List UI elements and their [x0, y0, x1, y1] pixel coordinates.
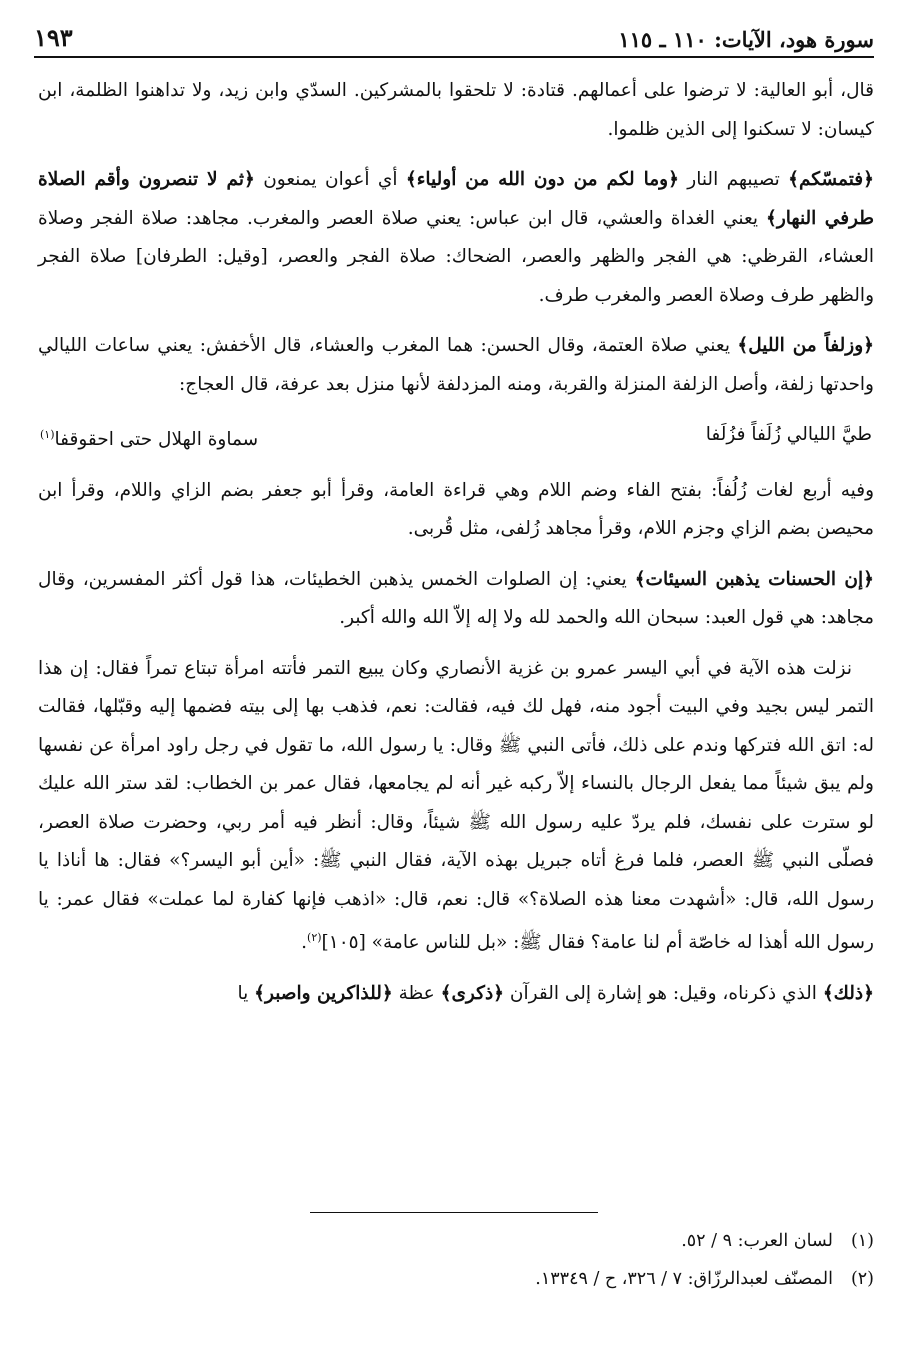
footnote-marker: (١)	[40, 428, 55, 441]
footnote: (٢) المصنّف لعبدالرزّاق: ٧ / ٣٢٦، ح / ١٣٣٤٩.	[535, 1269, 874, 1289]
poem-verse	[38, 416, 874, 460]
quran-quote: ﴿للذاكرين واصبر﴾	[254, 982, 393, 1004]
quran-quote: ﴿إن الحسنات يذهبن السيئات﴾	[634, 568, 874, 590]
paragraph: ﴿إن الحسنات يذهبن السيئات﴾ يعني: إن الصلوات الخمس يذهبن الخطيئات، هذا قول أكثر المفسرين، وقال مجاهد: هي قول العبد: سبحان الله والحمد لله ولا إله إلاّ الله والله أكبر.	[38, 568, 874, 629]
paragraph: وفيه أربع لغات زُلُفاً: بفتح الفاء وضم اللام وهي قراءة العامة، وقرأ أبو جعفر بضم الزاي واللام، وقرأ ابن محيصن بضم الزاي وجزم اللام، وقرأ مجاهد زُلفى، مثل قُربى.	[38, 479, 874, 540]
paragraph: نزلت هذه الآية في أبي اليسر عمرو بن غزية الأنصاري وكان يبيع التمر فأتته امرأة تبتاع تمراً فقال: إن هذا التمر ليس بجيد وفي البيت أجود منه، فهل لك فيه، فقالت: نعم، فذهب بها إلى بيته فضمها إليه وقبّلها، فقالت له: اتق الله فتركها وندم على ذلك، فأتى النبي ﷺ وقال: يا رسول الله، ما تقول في رجل راود امرأة عن نفسها ولم يبق شيئاً مما يفعل الرجال بالنساء إلاّ ركبه غير أنه لم يجامعها، فقال عمر بن الخطاب: لقد ستر الله عليك لو سترت على نفسك، فلم يردّ عليه رسول الله ﷺ شيئاً، وقال: أنظر فيه أمر ربي، وحضرت صلاة العصر، فصلّى النبي ﷺ العصر، فلما فرغ أتاه جبريل بهذه الآية، فقال النبي ﷺ: «أين أبو اليسر؟» فقال: ها أناذا يا رسول الله، قال: «أشهدت معنا هذه الصلاة؟» قال: نعم، قال: «اذهب فإنها كفارة لما عملت» فقال عمر: يا رسول الله أهذا له خاصّة أم لنا عامة؟ فقال ﷺ: «بل للناس عامة» [١٠٥]$^{(٢)}$.	[38, 657, 874, 954]
footnote-marker: (٢)	[307, 931, 322, 945]
quran-quote: ﴿ثم لا تنصرون وأقم الصلاة طرفي النهار﴾	[38, 169, 874, 229]
paragraph: قال، أبو العالية: لا ترضوا على أعمالهم. قتادة: لا تلحقوا بالمشركين. السدّي وابن زيد، ولا تداهنوا الظلمة، ابن كيسان: لا تسكنوا إلى الذين ظلموا.	[38, 80, 874, 140]
poem-right-hemistich: طيَّ الليالي زُلَفاً فزُلَفا	[705, 424, 872, 445]
header-rule	[34, 56, 874, 58]
page-body	[38, 72, 874, 1025]
quran-quote: ﴿ذلك﴾	[822, 982, 874, 1004]
quran-quote: ﴿وزلفاً من الليل﴾	[737, 335, 874, 356]
footnote: (١) لسان العرب: ٩ / ٥٢.	[681, 1231, 874, 1251]
quran-quote: ﴿وما لكم من دون الله من أولياء﴾	[405, 169, 679, 190]
paragraph: ﴿ذلك﴾ الذي ذكرناه، وقيل: هو إشارة إلى القرآن ﴿ذكرى﴾ عظة ﴿للذاكرين واصبر﴾ يا	[237, 982, 874, 1004]
paragraph: ﴿وزلفاً من الليل﴾ يعني صلاة العتمة، وقال الحسن: هما المغرب والعشاء، قال الأخفش: يعني ساعات الليالي واحدتها زلفة، وأصل الزلفة المنزلة والقربة، ومنه المزدلفة لأنها منزل بعد عرفة، قال العجاج:	[38, 335, 874, 395]
page-number: ١٩٣	[34, 23, 73, 52]
quran-quote: ﴿ذكرى﴾	[440, 982, 505, 1004]
footnote-rule	[310, 1212, 598, 1213]
page-header	[34, 20, 874, 52]
running-title: سورة هود، الآيات: ١١٠ ـ ١١٥	[618, 27, 874, 52]
footnotes	[38, 1222, 874, 1298]
paragraph: ﴿فتمسّكم﴾ تصيبهم النار ﴿وما لكم من دون الله من أولياء﴾ أي أعوان يمنعون ﴿ثم لا تنصرون وأقم الصلاة طرفي النهار﴾ يعني الغداة والعشي، قال ابن عباس: يعني صلاة العصر والمغرب. مجاهد: صلاة الفجر وصلاة العشاء، القرظي: هي الفجر والظهر والعصر، الضحاك: صلاة الفجر والعصر، [وقيل: الطرفان] صلاة الفجر والظهر طرف وصلاة العصر والمغرب طرف.	[38, 169, 874, 306]
quran-quote: ﴿فتمسّكم﴾	[788, 169, 874, 190]
poem-left-hemistich: سماوة الهلال حتى احقوقفا$^{(١)}$	[40, 428, 259, 451]
